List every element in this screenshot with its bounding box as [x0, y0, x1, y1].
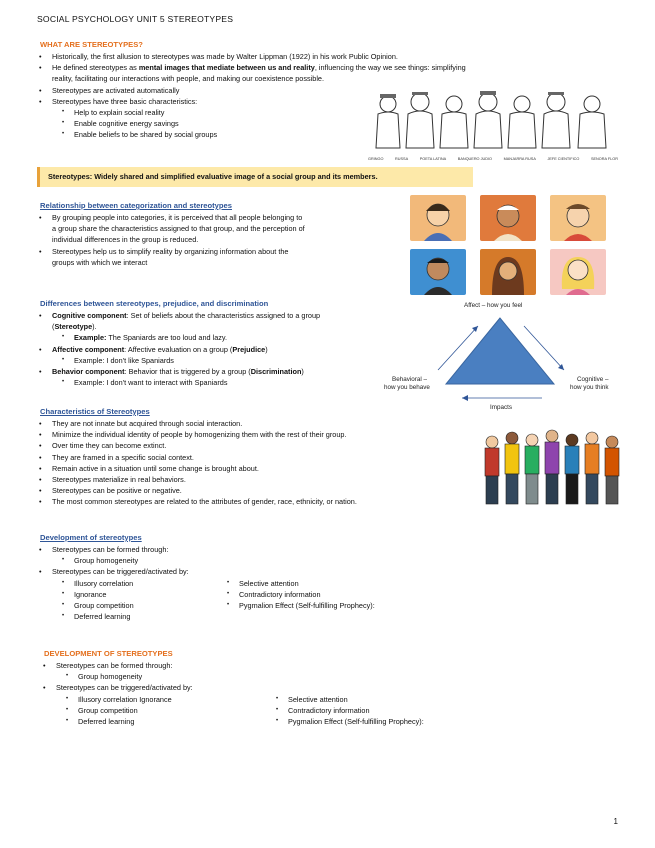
list-item: • They are not innate but acquired through social interaction. [37, 418, 517, 429]
list-item: • Group competition [41, 705, 251, 716]
list-item-bold: Prejudice [232, 344, 266, 354]
cartoon-label: SENORA FLOR [590, 157, 618, 161]
list-item: • Ignorance [37, 589, 202, 600]
stereotype-cartoon-illustration [368, 90, 618, 166]
list-item: • Minimize the individual identity of people by homogenizing them with the rest of their group. [37, 429, 517, 440]
cartoon-label: BANQUERO JUDIO [457, 157, 492, 161]
cartoon-label: JEFE CIENTIFICO [547, 157, 580, 161]
list-item: • Stereotypes materialize in real behaviors. [37, 474, 517, 485]
list-item: • Stereotypes can be triggered/activated by: [37, 566, 517, 577]
development2-list [41, 660, 521, 694]
face-icon [410, 249, 466, 295]
arrowhead [462, 395, 468, 401]
list-item [37, 332, 397, 343]
list-item-text: , influencing the way we see things: simplifying [314, 63, 466, 73]
characteristics-list [37, 418, 517, 508]
development2-two-columns [41, 694, 521, 728]
face-icon [550, 249, 606, 295]
list-item-text: By grouping people into categories, it is perceived that all people belonging to [52, 213, 303, 222]
list-item: • Pygmalion Effect (Self-fulfilling Prophecy): [202, 600, 502, 611]
cartoon-label: POETA LATINA [419, 157, 447, 161]
list-item-text: Stereotypes help us to simplify reality by organizing information about the [52, 246, 289, 256]
cartoon-figures-icon [368, 90, 618, 152]
list-item: • Stereotypes can be triggered/activated by: [41, 682, 521, 693]
list-item-bold: Behavior component [52, 367, 125, 377]
list-item-bold: Stereotype [54, 322, 93, 332]
list-item-bold: Affective component [52, 344, 125, 354]
list-item-text: Example: I don't want to interact with Spaniards [74, 378, 228, 388]
list-item [37, 246, 412, 268]
list-item: • Pygmalion Effect (Self-fulfilling Prophecy): [251, 716, 511, 727]
development-block [37, 544, 517, 622]
cartoon-label: RUSSA [395, 157, 409, 161]
development-col2 [202, 578, 502, 623]
people-group-icon [478, 428, 626, 508]
face-icon [480, 249, 536, 295]
list-item: • The most common stereotypes are related to the attributes of gender, race, ethnicity, or nation. [37, 496, 517, 507]
list-item-text: a group share the characteristics assigned to that group, and the perception of [52, 224, 305, 234]
list-item [37, 377, 397, 388]
list-item: • Stereotypes can be formed through: [37, 544, 517, 555]
section-heading-relationship: Relationship between categorization and stereotypes [40, 201, 232, 210]
page-title: SOCIAL PSYCHOLOGY UNIT 5 STEREOTYPES [37, 14, 234, 24]
list-item-text: ). [92, 322, 97, 332]
development2-col2 [251, 694, 511, 728]
list-item-text: : Affective evaluation on a group ( [124, 344, 233, 354]
face-illustration [410, 249, 466, 295]
list-item-bold: mental images that mediate between us and reality [138, 63, 315, 73]
triangle-label-affect: Affect – how you feel [464, 302, 523, 309]
list-item-bold: Example: [74, 333, 107, 343]
list-item: • They are framed in a specific social context. [37, 452, 517, 463]
list-item [37, 355, 397, 366]
list-item [37, 310, 397, 332]
development2-block [41, 660, 521, 727]
list-item: • Illusory correlation Ignorance [41, 694, 251, 705]
face-icon [410, 195, 466, 241]
list-item-text: : Behavior that is triggered by a group ( [124, 367, 251, 377]
list-item [37, 366, 397, 377]
list-item: • Remain active in a situation until some change is brought about. [37, 463, 517, 474]
list-item: • Stereotypes can be positive or negative. [37, 485, 517, 496]
list-item [37, 51, 627, 62]
list-item-text: The Spaniards are too loud and lazy. [106, 333, 228, 343]
list-item-text: He defined stereotypes as [52, 63, 139, 73]
list-item: • Selective attention [251, 694, 511, 705]
section-heading-development: Development of stereotypes [40, 533, 142, 542]
section-heading-differences: Differences between stereotypes, prejudice, and discrimination [40, 299, 269, 308]
section-heading-development-upper: DEVELOPMENT OF STEREOTYPES [44, 649, 173, 658]
triangle-diagram-svg [392, 300, 632, 418]
face-illustration [550, 249, 606, 295]
list-item-text: ) [301, 367, 304, 377]
list-item [37, 62, 627, 84]
face-illustration [550, 195, 606, 241]
triangle-label-behavioral [384, 376, 430, 392]
definition-callout: Stereotypes: Widely shared and simplified evaluative image of a social group and its members. [37, 167, 473, 187]
section-heading-characteristics: Characteristics of Stereotypes [40, 407, 150, 416]
cartoon-label: MANJARRA RUSA [503, 157, 536, 161]
list-item-text: Help to explain social reality [74, 108, 165, 118]
faces-illustration-grid [410, 195, 620, 299]
triangle-label-cognitive [570, 376, 609, 392]
differences-list [37, 310, 397, 388]
group-of-people-illustration [478, 428, 626, 508]
cartoon-label-row [368, 157, 618, 161]
abc-triangle-diagram [384, 300, 632, 418]
list-item-text: : Set of beliefs about the characteristics assigned to a group [126, 311, 321, 320]
list-item: • Over time they can become extinct. [37, 440, 517, 451]
development-two-columns [37, 578, 517, 623]
development-list [37, 544, 517, 578]
relationship-list [37, 212, 412, 268]
list-item: • Group competition [37, 600, 202, 611]
list-item: • Deferred learning [41, 716, 251, 727]
list-item [37, 344, 397, 355]
list-item-text: ( [52, 322, 55, 332]
list-item: • Contradictory information [202, 589, 502, 600]
face-icon [550, 195, 606, 241]
list-item-bold: Cognitive component [52, 311, 127, 320]
list-item-bold: Discrimination [250, 367, 302, 377]
triangle-label-text: Cognitive – [577, 376, 609, 383]
list-item-text: groups with which we interact [52, 257, 148, 267]
list-item-text: reality, facilitating our interactions with people, and making our coexistence possible. [52, 74, 325, 84]
development2-col1 [41, 694, 251, 728]
list-item-text: individual differences in the group is reduced. [52, 235, 199, 245]
list-item: • Group homogeneity [41, 671, 521, 682]
triangle-label-text: Behavioral – [392, 376, 428, 383]
list-item: • Deferred learning [37, 611, 202, 622]
list-item-text: Enable beliefs to be shared by social groups [74, 130, 218, 140]
face-icon [480, 195, 536, 241]
list-item-text: Example: I don't like Spaniards [74, 355, 174, 365]
list-item-text: Stereotypes have three basic characteristics: [52, 96, 198, 106]
face-illustration [480, 249, 536, 295]
development-col1 [37, 578, 202, 623]
list-item-text: Stereotypes are activated automatically [52, 85, 180, 95]
face-illustration [410, 195, 466, 241]
section-heading-what: WHAT ARE STEREOTYPES? [40, 40, 143, 49]
list-item-text: ) [265, 344, 268, 354]
list-item-text: Historically, the first allusion to stereotypes was made by Walter Lippman (1922) in his work Public Opinion. [52, 52, 398, 61]
triangle-label-text: how you behave [384, 384, 430, 391]
list-item: • Selective attention [202, 578, 502, 589]
cartoon-label: GRINGO [368, 157, 384, 161]
face-illustration [480, 195, 536, 241]
page-number: 1 [613, 817, 618, 826]
list-item: • Contradictory information [251, 705, 511, 716]
list-item: • Stereotypes can be formed through: [41, 660, 521, 671]
list-item: • Group homogeneity [37, 555, 517, 566]
triangle-label-impacts: Impacts [490, 404, 513, 411]
list-item [37, 212, 412, 246]
triangle-shape [446, 318, 554, 384]
list-item: • Illusory correlation [37, 578, 202, 589]
triangle-label-text: how you think [570, 384, 609, 391]
list-item-text: Enable cognitive energy savings [74, 119, 179, 129]
